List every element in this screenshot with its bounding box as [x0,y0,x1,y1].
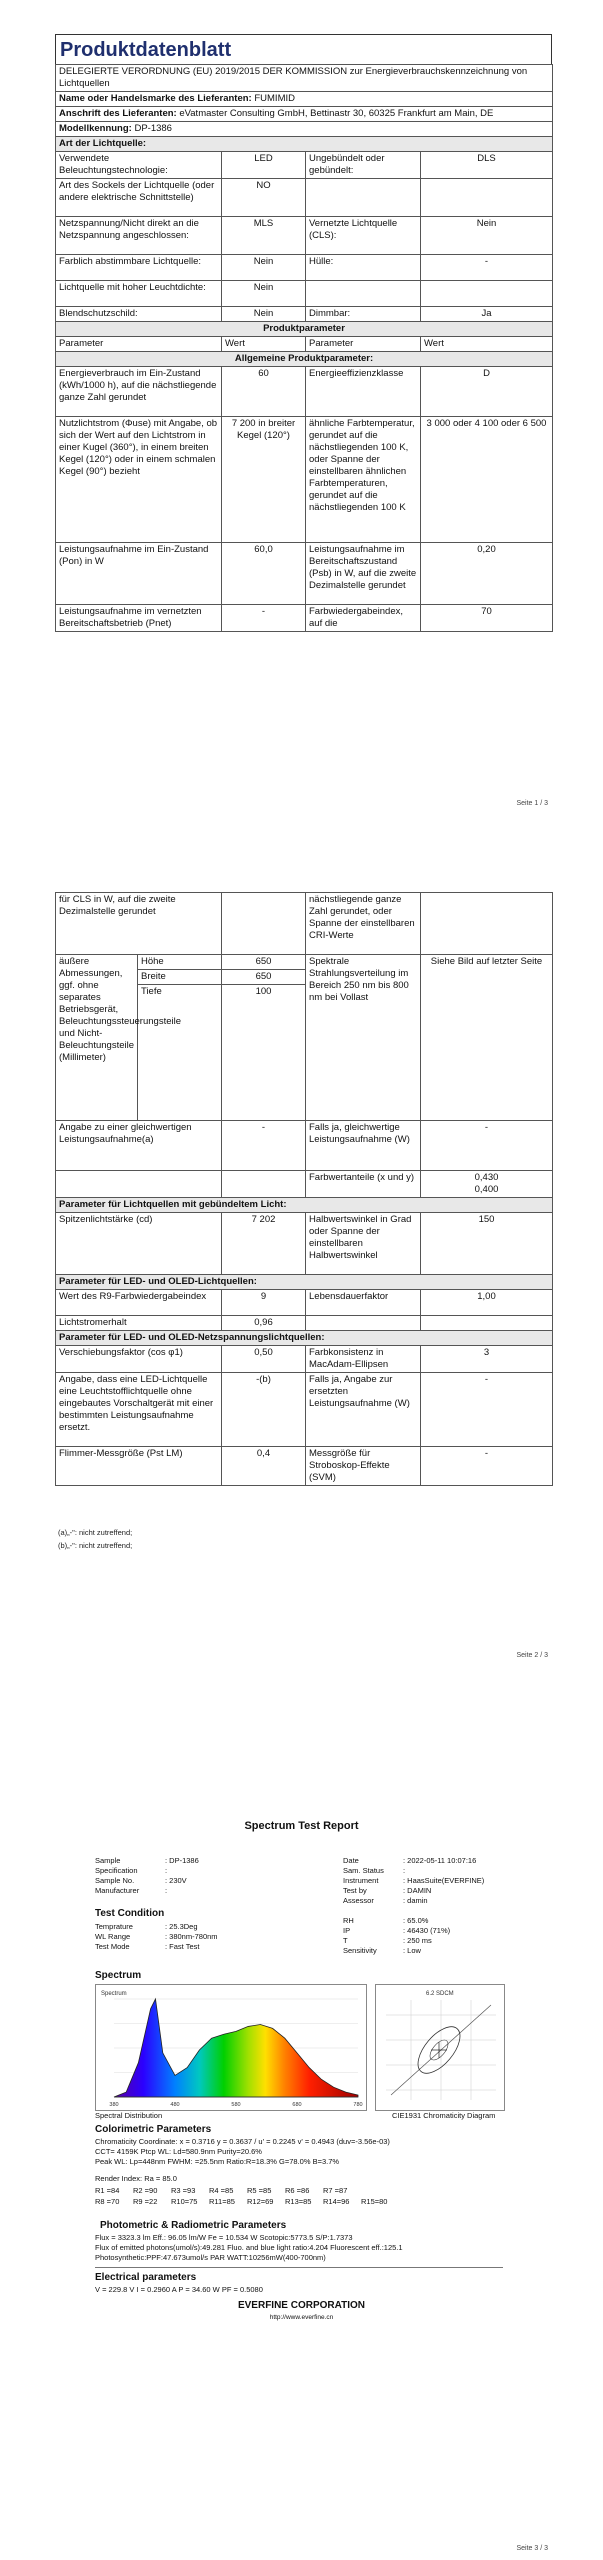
spectrum-svg [96,1985,366,2110]
model-id: DP-1386 [134,123,172,134]
general-params-header: Allgemeine Produktparameter: [56,352,553,367]
peak-label: Spitzenlichtstärke (cd) [56,1213,222,1275]
dim-name: Breite [138,970,222,985]
cond-right: RH : 65.0% IP : 46430 (71%) T : 250 ms Sensitivity : Low [343,1916,451,1955]
param-value: 0,20 [421,543,553,605]
row-label: Dimmbar: [306,307,421,322]
type-header: Art der Lichtquelle: [56,137,553,152]
row-value: Ja [421,307,553,322]
divider [95,2267,503,2268]
row-value: - [421,255,553,281]
col-header: Parameter [306,337,421,352]
mains-header: Parameter für LED- und OLED-Netzspannungslichtquellen: [56,1331,553,1346]
param-value: 3 000 oder 4 100 oder 6 500 [421,417,553,543]
dims-label: äußere Abmessungen, ggf. ohne separates Betriebsgerät, Beleuchtungssteuerungsteile und Nicht-Beleuchtungsteile (Millimeter) [56,955,138,1121]
electrical-line: V = 229.8 V I = 0.2960 A P = 34.60 W PF = 0.5080 [95,2285,263,2294]
render-index: Render Index: Ra = 85.0 [95,2174,177,2183]
param-label: Nutzlichtstrom (Φuse) mit Angabe, ob sich der Wert auf den Lichtstrom in einer Kugel (360°), in einem breiten Kegel (120°) oder in einem schmalen Kegel (90°) bezieht [56,417,222,543]
page-number: Seite 3 / 3 [516,2545,548,2552]
color-line: Chromaticity Coordinate: x = 0.3716 y = 0.3637 / u' = 0.2245 v' = 0.4943 (duv=-3.56e-03) [95,2137,390,2146]
maint-label: Lichtstromerhalt [56,1316,222,1331]
page-number: Seite 1 / 3 [516,800,548,807]
footnote-a: (a)„-": nicht zutreffend; [58,1528,133,1537]
cie-chart [375,1984,505,2111]
flicker-label: Flimmer-Messgröße (Pst LM) [56,1447,222,1486]
row-label: Blendschutzschild: [56,307,222,322]
col-header: Parameter [56,337,222,352]
equiv-label: Angabe zu einer gleichwertigen Leistungsaufnahme(a) [56,1121,222,1171]
cie-inner-label: 6.2 SDCM [426,1991,454,1997]
param-label: Energieverbrauch im Ein-Zustand (kWh/1000 h), auf die nächstliegende ganze Zahl gerundet [56,367,222,417]
spectrum-tick-label: 680 [292,2102,302,2108]
peak-value: 7 202 [222,1213,306,1275]
spectrum-tick-label: 780 [353,2102,363,2108]
param-label: ähnliche Farbtemperatur, gerundet auf die nächstliegenden 100 K, oder Spanne der einstellbaren ähnlichen Farbtemperaturen, gerundet auf die nächstliegenden 100 K [306,417,421,543]
row-value: LED [222,152,306,179]
survival-value: 1,00 [421,1290,553,1316]
datasheet-page-2 [0,880,603,1680]
r9-label: Wert des R9-Farbwiedergabeindex [56,1290,222,1316]
row-value [421,281,553,307]
row-label: Farblich abstimmbare Lichtquelle: [56,255,222,281]
row-label [306,179,421,217]
info-left: Sample : DP-1386 Specification : Sample No. : 230V Manufacturer : [95,1856,199,1895]
macadam-value: 3 [421,1346,553,1373]
colorimetric-header: Colorimetric Parameters [95,2124,212,2135]
replace-label: Angabe, dass eine LED-Lichtquelle eine Leuchtstofflichtquelle ohne eingebautes Vorschaltgerät mit einer bestimmten Leistungsaufnahme ersetzt. [56,1373,222,1447]
datasheet-table [55,64,553,632]
param-label: Leistungsaufnahme im vernetzten Bereitschaftsbetrieb (Pnet) [56,605,222,632]
param-label: Energieeffizienzklasse [306,367,421,417]
company-name: EVERFINE CORPORATION [237,2300,366,2311]
disp-label: Verschiebungsfaktor (cos φ1) [56,1346,222,1373]
page-number: Seite 2 / 3 [516,1652,548,1659]
spectrum-ticks [109,2097,362,2108]
param-value: - [222,605,306,632]
maint-value: 0,96 [222,1316,306,1331]
cond-left: Temprature : 25.3Deg WL Range : 380nm-780nm Test Mode : Fast Test [95,1922,218,1951]
row-label: Vernetzte Lichtquelle (CLS): [306,217,421,255]
spectral-label: Spektrale Strahlungsverteilung im Bereich 250 nm bis 800 nm bei Vollast [306,955,421,1121]
product-params-header: Produktparameter [56,322,553,337]
spectrum-report-page [0,1790,603,2560]
report-title: Spectrum Test Report [244,1820,359,1832]
replace-right-label: Falls ja, Angabe zur ersetzten Leistungsaufnahme (W) [306,1373,421,1447]
param-label: Leistungsaufnahme im Bereitschaftszustand (Psb) in W, auf die zweite Dezimalstelle gerundet [306,543,421,605]
row-value: MLS [222,217,306,255]
spectrum-chart [95,1984,367,2111]
col-header: Wert [421,337,553,352]
spectral-value: Siehe Bild auf letzter Seite [421,955,553,1121]
disp-value: 0,50 [222,1346,306,1373]
company-website: http://www.everfine.cn [269,2314,334,2321]
dim-name: Tiefe [138,985,222,1121]
param-value: 60 [222,367,306,417]
supplier-name: FUMIMID [254,93,295,104]
color-line: Peak WL: Lp=448nm FWHM: =25.5nm Ratio:R=18.3% G=78.0% B=3.7% [95,2157,340,2166]
datasheet-page-1 [0,0,603,820]
supplier-address: eVatmaster Consulting GmbH, Bettinastr 30, 60325 Frankfurt am Main, DE [179,108,494,119]
param-value: 70 [421,605,553,632]
r9-value: 9 [222,1290,306,1316]
replace-right-value: - [421,1373,553,1447]
spectrum-inner-label: Spectrum [101,1991,127,1997]
info-right: Date : 2022-05-11 10:07:16 Sam. Status : Instrument : HaasSuite(EVERFINE) Test by : DAMIN Assessor : damin [343,1856,485,1905]
spectrum-caption: Spectral Distribution [95,2111,163,2120]
row-value: DLS [421,152,553,179]
page-title: Produktdatenblatt [55,34,552,64]
row-value: Nein [222,281,306,307]
param-value: D [421,367,553,417]
chroma-label: Farbwertanteile (x und y) [306,1171,421,1198]
dim-value: 650 [222,955,306,970]
spectrum-tick-label: 480 [170,2102,180,2108]
row-label: Verwendete Beleuchtungstechnologie: [56,152,222,179]
datasheet-table-cont [55,892,553,1486]
cie-caption: CIE1931 Chromaticity Diagram [392,2111,496,2120]
row-value: Nein [222,255,306,281]
render-row-2: R8 =70 R9 =22 R10=75 R11=85 R12=69 R13=85 R14=96 R15=80 [95,2197,388,2206]
cie-svg [376,1985,504,2110]
strobo-value: - [421,1447,553,1486]
col-header: Wert [222,337,306,352]
row-label: Hülle: [306,255,421,281]
survival-label: Lebensdauerfaktor [306,1290,421,1316]
render-row-1: R1 =84 R2 =90 R3 =93 R4 =85 R5 =85 R6 =86 R7 =87 [95,2186,348,2195]
param-value: 60,0 [222,543,306,605]
row-label: Ungebündelt oder gebündelt: [306,152,421,179]
row-label: Netzspannung/Nicht direkt an die Netzspannung angeschlossen: [56,217,222,255]
led-header: Parameter für LED- und OLED-Lichtquellen: [56,1275,553,1290]
flicker-value: 0,4 [222,1447,306,1486]
photo-line: Flux = 3323.3 lm Eff.: 96.05 lm/W Fe = 10.534 W Scotopic:5773.5 S/P:1.7373 [95,2233,353,2242]
replace-value: -(b) [222,1373,306,1447]
beam-label: Halbwertswinkel in Grad oder Spanne der einstellbaren Halbwertswinkel [306,1213,421,1275]
photo-line: Photosynthetic:PPF:47.673umol/s PAR WATT:10256mW(400-700nm) [95,2253,326,2262]
spectrum-header: Spectrum [95,1970,142,1981]
equiv-value: - [222,1121,306,1171]
param-label: Leistungsaufnahme im Ein-Zustand (Pon) in W [56,543,222,605]
beam-value: 150 [421,1213,553,1275]
regulation-text: DELEGIERTE VERORDNUNG (EU) 2019/2015 DER KOMMISSION zur Energieverbrauchskennzeichnung von Lichtquellen [56,65,553,92]
row-value [421,179,553,217]
strobo-label: Messgröße für Stroboskop-Effekte (SVM) [306,1447,421,1486]
cont-label: nächstliegende ganze Zahl gerundet, oder Spanne der einstellbaren CRI-Werte [306,893,421,955]
row-label [306,281,421,307]
model-row: Modellkennung: DP-1386 [56,122,553,137]
dim-name: Höhe [138,955,222,970]
color-line: CCT= 4159K Ptcp WL: Ld=580.9nm Purity=20.6% [95,2147,262,2156]
row-value: NO [222,179,306,217]
electrical-header: Electrical parameters [95,2272,197,2283]
photometric-header: Photometric & Radiometric Parameters [100,2220,287,2231]
param-value: 7 200 in breiter Kegel (120°) [222,417,306,543]
cont-label: für CLS in W, auf die zweite Dezimalstelle gerundet [56,893,222,955]
spectrum-tick-label: 580 [231,2102,241,2108]
equiv-right-value: - [421,1121,553,1171]
dim-value: 650 [222,970,306,985]
supplier-name-row: Name oder Handelsmarke des Lieferanten: FUMIMID [56,92,553,107]
dim-value: 100 [222,985,306,1121]
footnote-b: (b)„-": nicht zutreffend; [58,1541,133,1550]
supplier-address-row: Anschrift des Lieferanten: eVatmaster Consulting GmbH, Bettinastr 30, 60325 Frankfurt am Main, DE [56,107,553,122]
row-label: Art des Sockels der Lichtquelle (oder andere elektrische Schnittstelle) [56,179,222,217]
row-value: Nein [421,217,553,255]
equiv-right-label: Falls ja, gleichwertige Leistungsaufnahme (W) [306,1121,421,1171]
param-label: Farbwiedergabeindex, auf die [306,605,421,632]
macadam-label: Farbkonsistenz in MacAdam-Ellipsen [306,1346,421,1373]
photo-line: Flux of emitted photons(umol/s):49.281 Fluo. and blue light ratio:4.204 Fluorescent eff.:125.1 [95,2243,403,2252]
spectrum-tick-label: 380 [109,2102,119,2108]
row-value: Nein [222,307,306,322]
directional-header: Parameter für Lichtquellen mit gebündeltem Licht: [56,1198,553,1213]
row-label: Lichtquelle mit hoher Leuchtdichte: [56,281,222,307]
test-condition-header: Test Condition [95,1908,165,1919]
chroma-values: 0,430 0,400 [421,1171,553,1198]
